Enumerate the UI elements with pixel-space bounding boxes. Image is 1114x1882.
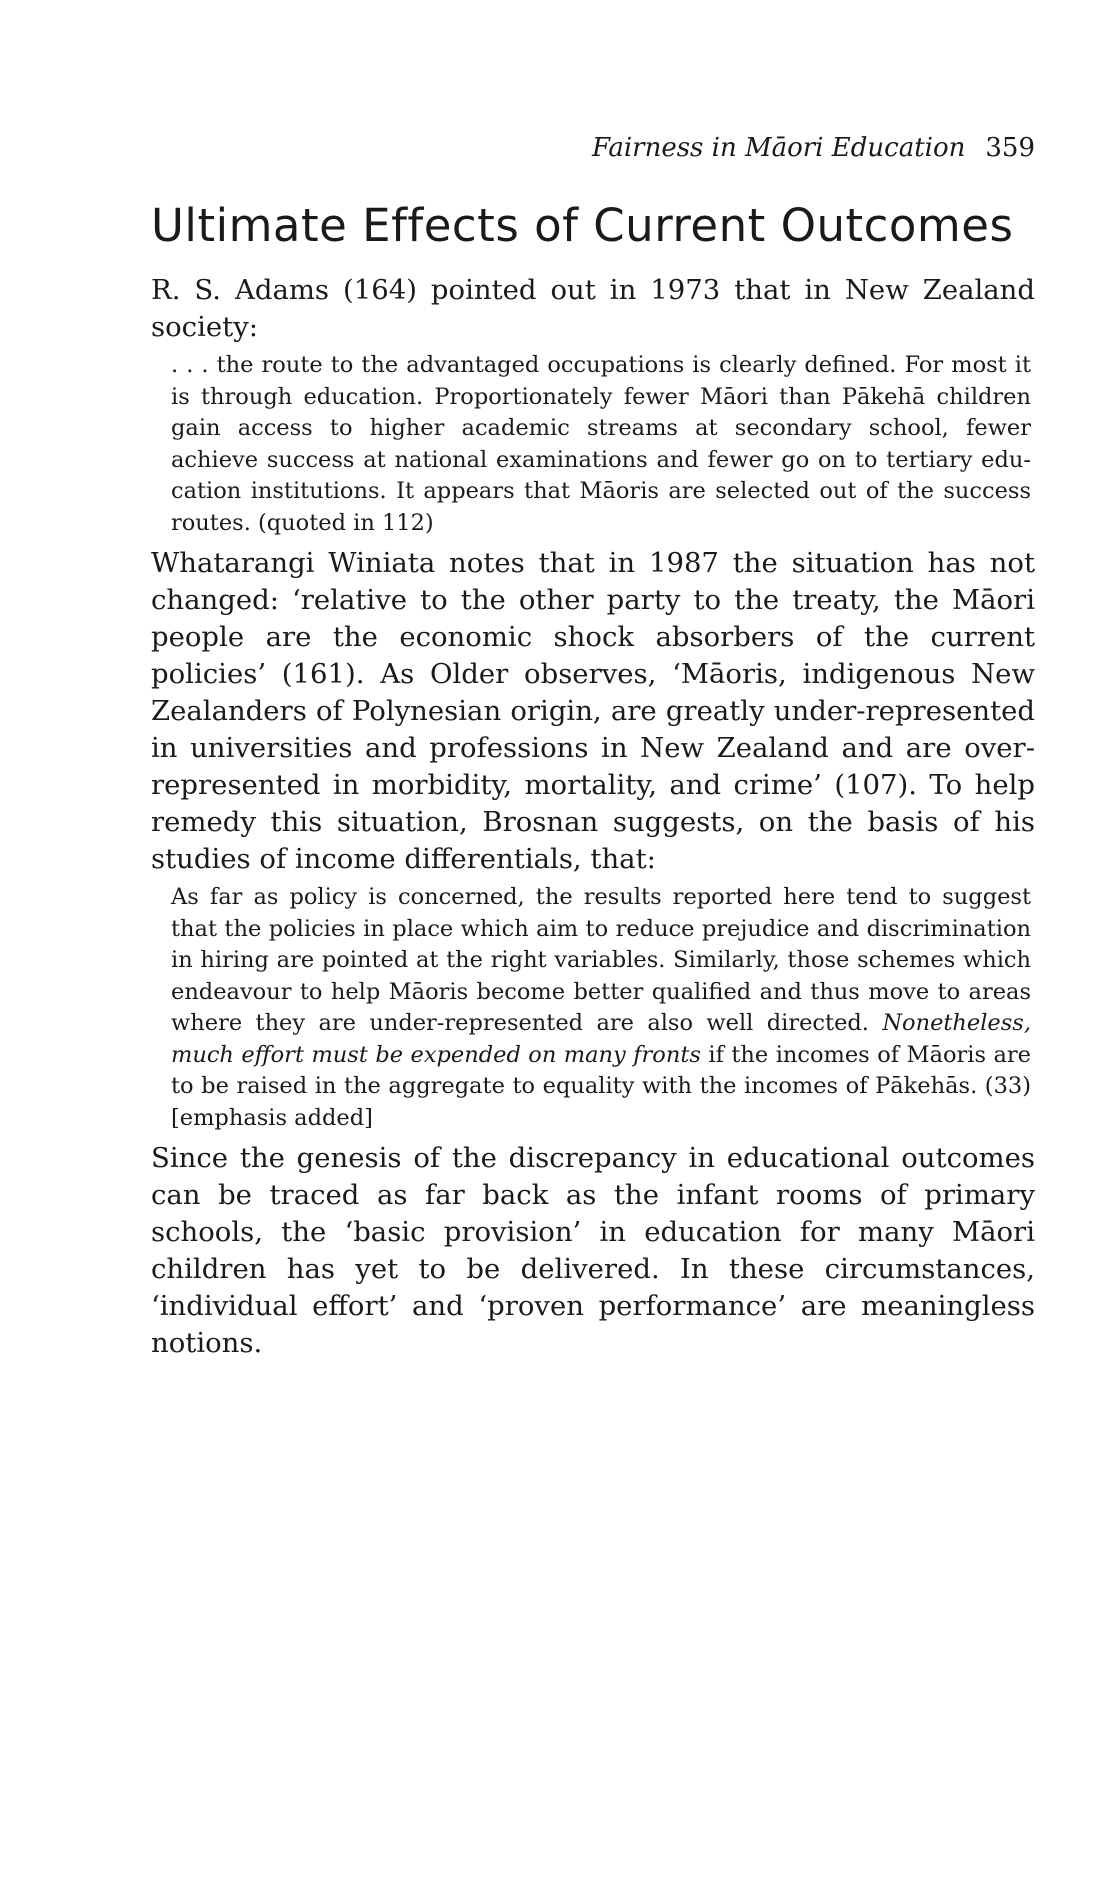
block-quote-adams: . . . the route to the advantaged occupations is clearly defined. For most it is through education. Proportionately fewer Māori than Pākehā children gain access to higher academic streams at secondary school, fewer achieve success at national examinations and fewer go on to tertiary education institutions. It appears that Māoris are selected out of the success routes. (quoted in 112) [171, 352, 1031, 536]
section-heading: Ultimate Effects of Current Outcomes [151, 199, 1014, 252]
block-quote-brosnan [151, 882, 1035, 1134]
running-head [151, 128, 1035, 168]
page-number: 359 [985, 133, 1035, 163]
quote-emphasis: Nonetheless, much effort must be expended on many fronts [171, 1010, 1031, 1068]
body-paragraph-winiata: Whatarangi Winiata notes that in 1987 the situation has not changed: ‘relative to the other party to the treaty, the Māori people are the economic shock absorbers of the current policies’ (161). As Older observes, ‘Māoris, indigenous New Zealanders of Polynesian origin, are greatly under-represented in universities and professions in New Zealand and are over-represented in morbidity, mortality, and crime’ (107). To help remedy this situation, Brosnan suggests, on the basis of his studies of income differentials, that: [151, 547, 1035, 875]
quote-text-after-emphasis: if the incomes of Māoris are to be raised in the aggregate to equality with the incomes of Pākehās. (33) [emphasis added] [171, 1041, 1031, 1131]
running-head-title: Fairness in Māori Education [592, 133, 966, 163]
body-paragraph-adams: R. S. Adams (164) pointed out in 1973 that in New Zealand society: [151, 274, 1035, 343]
book-page [151, 128, 1035, 1362]
body-paragraph-conclusion: Since the genesis of the discrepancy in educational outcomes can be traced as far back as the infant rooms of primary schools, the ‘basic provision’ in education for many Māori children has yet to be delivered. In these circumstances, ‘individual effort’ and ‘proven performance’ are meaningless notions. [151, 1142, 1035, 1359]
quote-text-before-emphasis: As far as policy is concerned, the results reported here tend to suggest that the policies in place which aim to reduce prejudice and discrimination in hiring are pointed at the right variables. Similarly, those schemes which endeavour to help Māoris become better qualified and thus move to areas where they are under-represented are also well directed. [171, 884, 1031, 1036]
